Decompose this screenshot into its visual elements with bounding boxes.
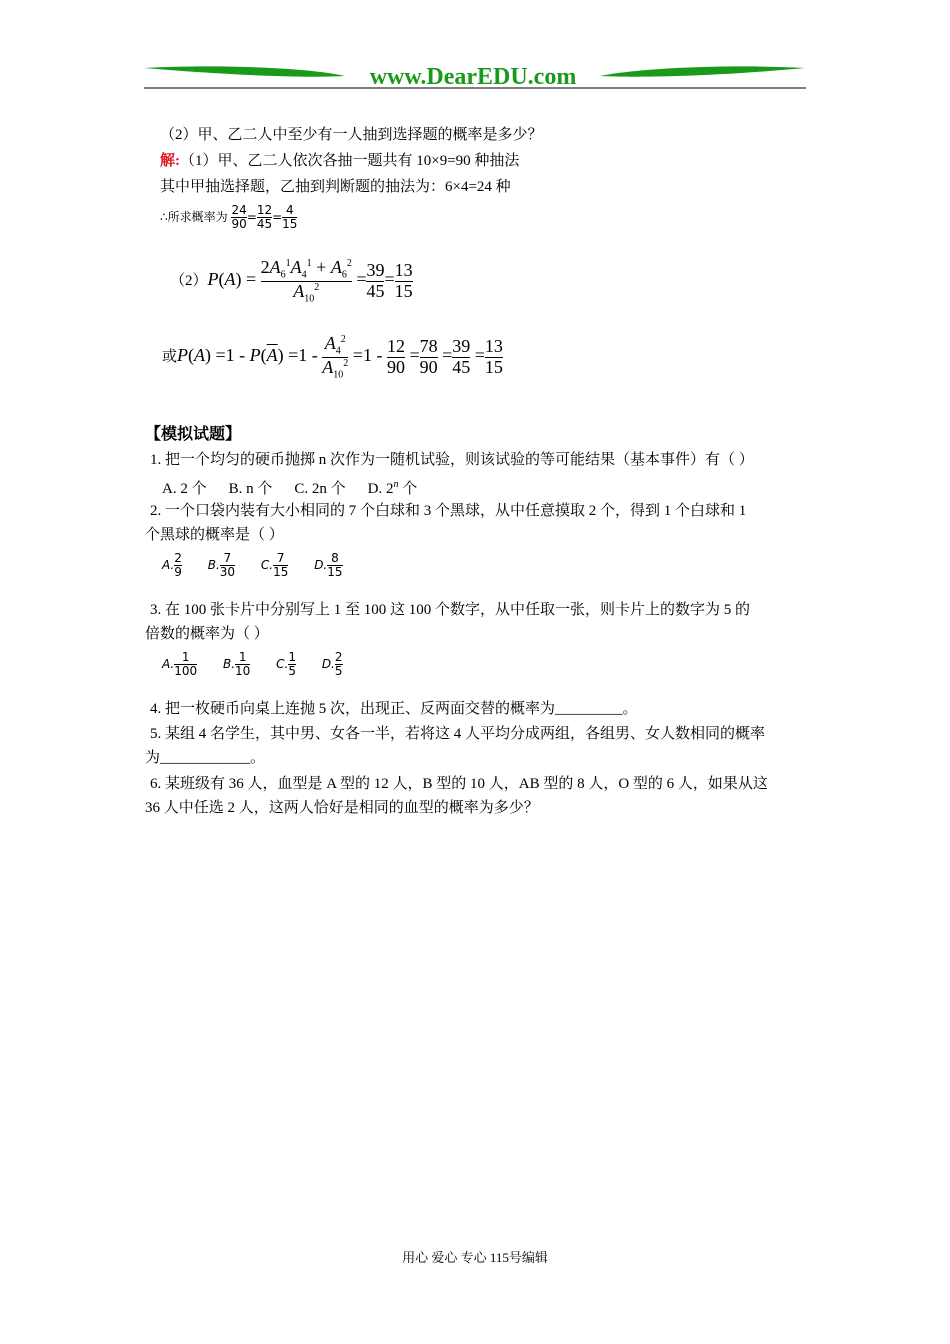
q6-text-line1: 6. 某班级有 36 人，血型是 A 型的 12 人，B 型的 10 人，AB 型的 8 人，O 型的 6 人，如果从这	[150, 776, 768, 792]
page-footer: 用心 爱心 专心 115号编辑	[402, 1250, 548, 1265]
fraction-13-15-alt: $\frac{13}{15}$	[484, 335, 503, 377]
header-banner	[140, 58, 810, 94]
q6-text-line2: 36 人中任选 2 人，这两人恰好是相同的血型的概率为多少？	[145, 800, 539, 816]
alternative-formula: 或$P(A) =1 - P(\overline{A}) =1$ - $\frac{A_4^2}{A_{10}^2}$ =1 - $\frac{12}{90}$ = $\frac{78}{90}$ = $\frac{39}{45}$ = $\frac{13}{15}$	[162, 333, 503, 381]
q1-option-d: D. 2$^n$ 个	[367, 479, 418, 497]
left-swoosh-icon	[144, 66, 345, 76]
fraction-a4-a10: $\frac{A_4^2}{A_{10}^2}$	[322, 333, 349, 381]
fraction-4-15: $\frac{4}{15}$	[282, 203, 298, 232]
question-2-text: （2）甲、乙二人中至少有一人抽到选择题的概率是多少？	[160, 127, 543, 143]
section-title: 【模拟试题】	[145, 426, 242, 443]
answer-label: 解:	[160, 153, 180, 169]
q3-text-line2: 倍数的概率为（ ）	[145, 626, 269, 642]
fraction-12-45: $\frac{12}{45}$	[256, 203, 273, 232]
fraction-39-45: $\frac{39}{45}$	[366, 259, 385, 301]
fraction-24-90: $\frac{24}{90}$	[231, 203, 247, 232]
line3-prefix: ∴所求概率为	[160, 210, 228, 225]
q2-option-a: A. $\frac{2}{9}$	[162, 551, 182, 580]
solution-line-2: 其中甲抽选择题，乙抽到判断题的抽法为：6×4=24 种	[160, 179, 511, 195]
q3-option-a: A. $\frac{1}{100}$	[162, 650, 198, 679]
fraction-78-90: $\frac{78}{90}$	[419, 335, 438, 377]
formula-main-fraction: $\frac{2A_6^1A_4^1 + A_6^2}{A_{10}^2}$	[260, 257, 352, 305]
q1-option-a: A. 2 个	[162, 481, 207, 497]
q1-option-b: B. n 个	[228, 481, 273, 497]
q3-options	[162, 651, 365, 678]
q3-option-d: D. $\frac{2}{5}$	[321, 650, 343, 679]
q1-option-c: C. 2n 个	[294, 481, 346, 497]
brand-logo: www.DearEDU.com	[369, 64, 577, 90]
right-swoosh-icon	[600, 66, 805, 76]
q2-options	[162, 552, 365, 579]
q2-option-c: C. $\frac{7}{15}$	[260, 551, 289, 580]
q1-text: 1. 把一个均匀的硬币抛掷 n 次作为一随机试验，则该试验的等可能结果（基本事件）有（ ）	[150, 452, 754, 468]
q3-text-line1: 3. 在 100 张卡片中分别写上 1 至 100 这 100 个数字，从中任取一张，则卡片上的数字为 5 的	[150, 602, 751, 618]
q2-option-d: D. $\frac{8}{15}$	[314, 551, 343, 580]
solution-line-3: ∴所求概率为 $\frac{24}{90}$ = $\frac{12}{45}$ = $\frac{4}{15}$	[160, 203, 298, 232]
fraction-13-15: $\frac{13}{15}$	[394, 259, 413, 301]
q2-text-line1: 2. 一个口袋内装有大小相同的 7 个白球和 3 个黑球，从中任意摸取 2 个，得到 1 个白球和 1	[150, 503, 747, 519]
q2-text-line2: 个黑球的概率是（ ）	[145, 527, 284, 543]
q5-text-line1: 5. 某组 4 名学生，其中男、女各一半，若将这 4 人平均分成两组，各组男、女人数相同的概率	[150, 726, 766, 742]
q2-option-b: B. $\frac{7}{30}$	[207, 551, 236, 580]
q1-options	[162, 474, 417, 500]
solution-line-1	[160, 150, 519, 172]
fraction-39-45-alt: $\frac{39}{45}$	[452, 335, 471, 377]
q3-option-c: C. $\frac{1}{5}$	[276, 650, 296, 679]
probability-formula-2: （2）P(A) = $\frac{2A_6^1A_4^1 + A_6^2}{A_{10}^2}$ = $\frac{39}{45}$ = $\frac{13}{15}$	[170, 257, 413, 305]
q4-text: 4. 把一枚硬币向桌上连抛 5 次，出现正、反两面交替的概率为_________。	[150, 701, 638, 717]
q5-text-line2: 为____________。	[145, 750, 266, 766]
fraction-12-90: $\frac{12}{90}$	[386, 335, 405, 377]
solution-line-1-text: （1）甲、乙二人依次各抽一题共有 10×9=90 种抽法	[180, 153, 520, 169]
q3-option-b: B. $\frac{1}{10}$	[222, 650, 251, 679]
